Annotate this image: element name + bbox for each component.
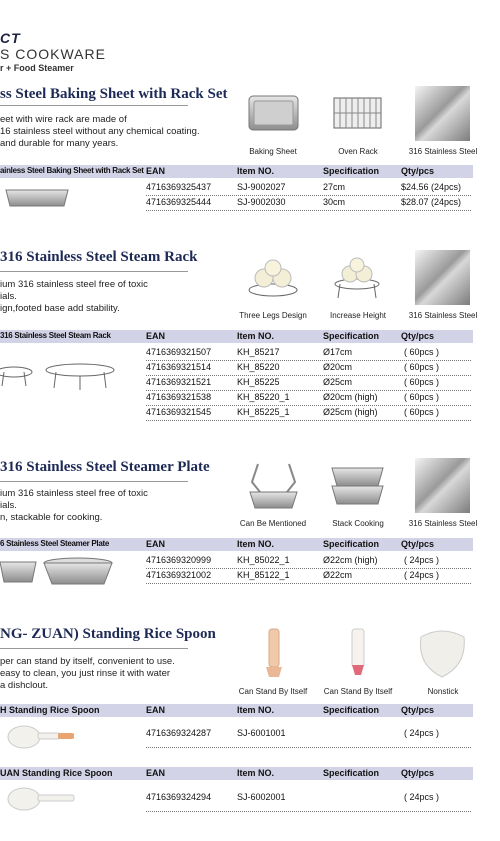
section-divider bbox=[0, 271, 188, 272]
ean-column-header: EAN bbox=[146, 705, 166, 715]
section-divider bbox=[0, 105, 188, 106]
standing-spoon-image bbox=[246, 625, 301, 680]
row-divider bbox=[146, 420, 471, 421]
item-number: KH_85225 bbox=[237, 377, 280, 387]
feature-caption: Stack Cooking bbox=[332, 519, 384, 528]
quantity: $24.56 (24pcs) bbox=[401, 182, 462, 192]
table-row: 4716369321521 bbox=[146, 377, 212, 387]
spec-column-header: Specification bbox=[323, 768, 380, 778]
catalog-header-line1: CT bbox=[0, 30, 21, 46]
qty-column-header: Qty/pcs bbox=[401, 539, 435, 549]
section-title-rice-spoon: NG- ZUAN) Standing Rice Spoon bbox=[0, 626, 216, 642]
specification: Ø17cm bbox=[323, 347, 353, 357]
specification: 30cm bbox=[323, 197, 346, 207]
specification: Ø20cm (high) bbox=[323, 392, 378, 402]
feature-caption: 316 Stainless Steel bbox=[408, 519, 478, 528]
product-column-header: ainless Steel Baking Sheet with Rack Set bbox=[0, 166, 144, 175]
increase-height-image bbox=[330, 250, 385, 305]
row-divider bbox=[146, 568, 471, 569]
item-number: SJ-6001001 bbox=[237, 728, 286, 738]
row-divider bbox=[146, 375, 471, 376]
item-column-header: Item NO. bbox=[237, 331, 275, 341]
catalog-header-line2: S COOKWARE bbox=[0, 46, 106, 62]
row-divider bbox=[146, 360, 471, 361]
section-title-steamer-plate: 316 Stainless Steel Steamer Plate bbox=[0, 459, 210, 475]
row-divider bbox=[146, 747, 471, 748]
section-description: per can stand by itself, convenient to use. easy to clean, you just rinse it with water a dishclout. bbox=[0, 656, 175, 691]
section-title-steam-rack: 316 Stainless Steel Steam Rack bbox=[0, 249, 198, 265]
section-title-baking-sheet: ss Steel Baking Sheet with Rack Set bbox=[0, 86, 228, 102]
stack-cooking-image bbox=[330, 458, 385, 513]
item-number: KH_85122_1 bbox=[237, 570, 290, 580]
table-row: 4716369321507 bbox=[146, 347, 212, 357]
quantity: ( 60pcs ) bbox=[404, 377, 440, 387]
specification: Ø25cm bbox=[323, 377, 353, 387]
qty-column-header: Qty/pcs bbox=[401, 705, 435, 715]
feature-caption: 316 Stainless Steel bbox=[408, 147, 478, 156]
quantity: ( 24pcs ) bbox=[404, 792, 440, 802]
can-be-mentioned-image bbox=[246, 458, 301, 513]
item-number: SJ-9002027 bbox=[237, 182, 286, 192]
ean-column-header: EAN bbox=[146, 331, 166, 341]
table-row: 4716369325444 bbox=[146, 197, 212, 207]
ean-column-header: EAN bbox=[146, 768, 166, 778]
specification: Ø22cm (high) bbox=[323, 555, 378, 565]
quantity: $28.07 (24pcs) bbox=[401, 197, 462, 207]
product-column-header: H Standing Rice Spoon bbox=[0, 705, 100, 715]
table-row: 4716369325437 bbox=[146, 182, 212, 192]
specification: 27cm bbox=[323, 182, 346, 192]
feature-caption: Nonstick bbox=[427, 687, 459, 696]
section-description: ium 316 stainless steel free of toxic ials. n, stackable for cooking. bbox=[0, 488, 148, 523]
table-row: 4716369324294 bbox=[146, 792, 212, 802]
quantity: ( 60pcs ) bbox=[404, 362, 440, 372]
product-column-header: 316 Stainless Steel Steam Rack bbox=[0, 331, 111, 340]
product-column-header: 6 Stainless Steel Steamer Plate bbox=[0, 539, 109, 548]
feature-caption: Can Be Mentioned bbox=[239, 519, 307, 528]
stainless-steel-texture-image bbox=[415, 250, 470, 305]
feature-caption: Three Legs Design bbox=[239, 311, 307, 320]
item-number: SJ-9002030 bbox=[237, 197, 286, 207]
item-column-header: Item NO. bbox=[237, 166, 275, 176]
row-divider bbox=[146, 811, 471, 812]
nonstick-image bbox=[415, 625, 470, 680]
specification: Ø22cm bbox=[323, 570, 353, 580]
item-number: KH_85225_1 bbox=[237, 407, 290, 417]
feature-caption: Increase Height bbox=[329, 311, 387, 320]
feature-caption: 316 Stainless Steel bbox=[408, 311, 478, 320]
item-number: KH_85220 bbox=[237, 362, 280, 372]
ean-column-header: EAN bbox=[146, 539, 166, 549]
specification: Ø25cm (high) bbox=[323, 407, 378, 417]
stainless-steel-texture-image bbox=[415, 458, 470, 513]
section-divider bbox=[0, 481, 188, 482]
item-number: SJ-6002001 bbox=[237, 792, 286, 802]
spec-column-header: Specification bbox=[323, 331, 380, 341]
spec-column-header: Specification bbox=[323, 705, 380, 715]
section-divider bbox=[0, 648, 188, 649]
feature-caption: Baking Sheet bbox=[249, 147, 297, 156]
row-divider bbox=[146, 210, 471, 211]
quantity: ( 60pcs ) bbox=[404, 347, 440, 357]
quantity: ( 24pcs ) bbox=[404, 728, 440, 738]
spec-column-header: Specification bbox=[323, 539, 380, 549]
item-number: KH_85022_1 bbox=[237, 555, 290, 565]
table-row: 4716369321545 bbox=[146, 407, 212, 417]
row-divider bbox=[146, 390, 471, 391]
quantity: ( 60pcs ) bbox=[404, 407, 440, 417]
qty-column-header: Qty/pcs bbox=[401, 768, 435, 778]
feature-caption: Oven Rack bbox=[338, 147, 378, 156]
table-row: 4716369321002 bbox=[146, 570, 212, 580]
quantity: ( 24pcs ) bbox=[404, 555, 440, 565]
steam-rack-product-image bbox=[0, 358, 125, 394]
table-row: 4716369320999 bbox=[146, 555, 212, 565]
item-number: KH_85220_1 bbox=[237, 392, 290, 402]
item-number: KH_85217 bbox=[237, 347, 280, 357]
item-column-header: Item NO. bbox=[237, 705, 275, 715]
item-column-header: Item NO. bbox=[237, 768, 275, 778]
table-row: 4716369321538 bbox=[146, 392, 212, 402]
row-divider bbox=[146, 583, 471, 584]
row-divider bbox=[146, 195, 471, 196]
specification: Ø20cm bbox=[323, 362, 353, 372]
baking-sheet-product-image bbox=[2, 184, 72, 210]
qty-column-header: Qty/pcs bbox=[401, 331, 435, 341]
qty-column-header: Qty/pcs bbox=[401, 166, 435, 176]
item-column-header: Item NO. bbox=[237, 539, 275, 549]
table-row: 4716369321514 bbox=[146, 362, 212, 372]
catalog-header-line3: r + Food Steamer bbox=[0, 63, 74, 73]
feature-caption: Can Stand By Itself bbox=[323, 687, 393, 696]
rice-spoon-product-image bbox=[4, 722, 76, 752]
quantity: ( 60pcs ) bbox=[404, 392, 440, 402]
baking-sheet-image bbox=[246, 86, 301, 141]
product-column-header: UAN Standing Rice Spoon bbox=[0, 768, 113, 778]
table-row: 4716369324287 bbox=[146, 728, 212, 738]
steamer-plate-product-image bbox=[0, 554, 120, 588]
section-description: ium 316 stainless steel free of toxic ials. ign,footed base add stability. bbox=[0, 279, 148, 314]
oven-rack-image bbox=[330, 86, 385, 141]
ean-column-header: EAN bbox=[146, 166, 166, 176]
stainless-steel-texture-image bbox=[415, 86, 470, 141]
quantity: ( 24pcs ) bbox=[404, 570, 440, 580]
rice-spoon-product-image bbox=[4, 784, 76, 814]
row-divider bbox=[146, 405, 471, 406]
feature-caption: Can Stand By Itself bbox=[238, 687, 308, 696]
spec-column-header: Specification bbox=[323, 166, 380, 176]
section-description: eet with wire rack are made of 16 stainless steel without any chemical coating. and durable for many years. bbox=[0, 114, 200, 149]
standing-spoon-image bbox=[330, 625, 385, 680]
three-legs-design-image bbox=[246, 250, 301, 305]
